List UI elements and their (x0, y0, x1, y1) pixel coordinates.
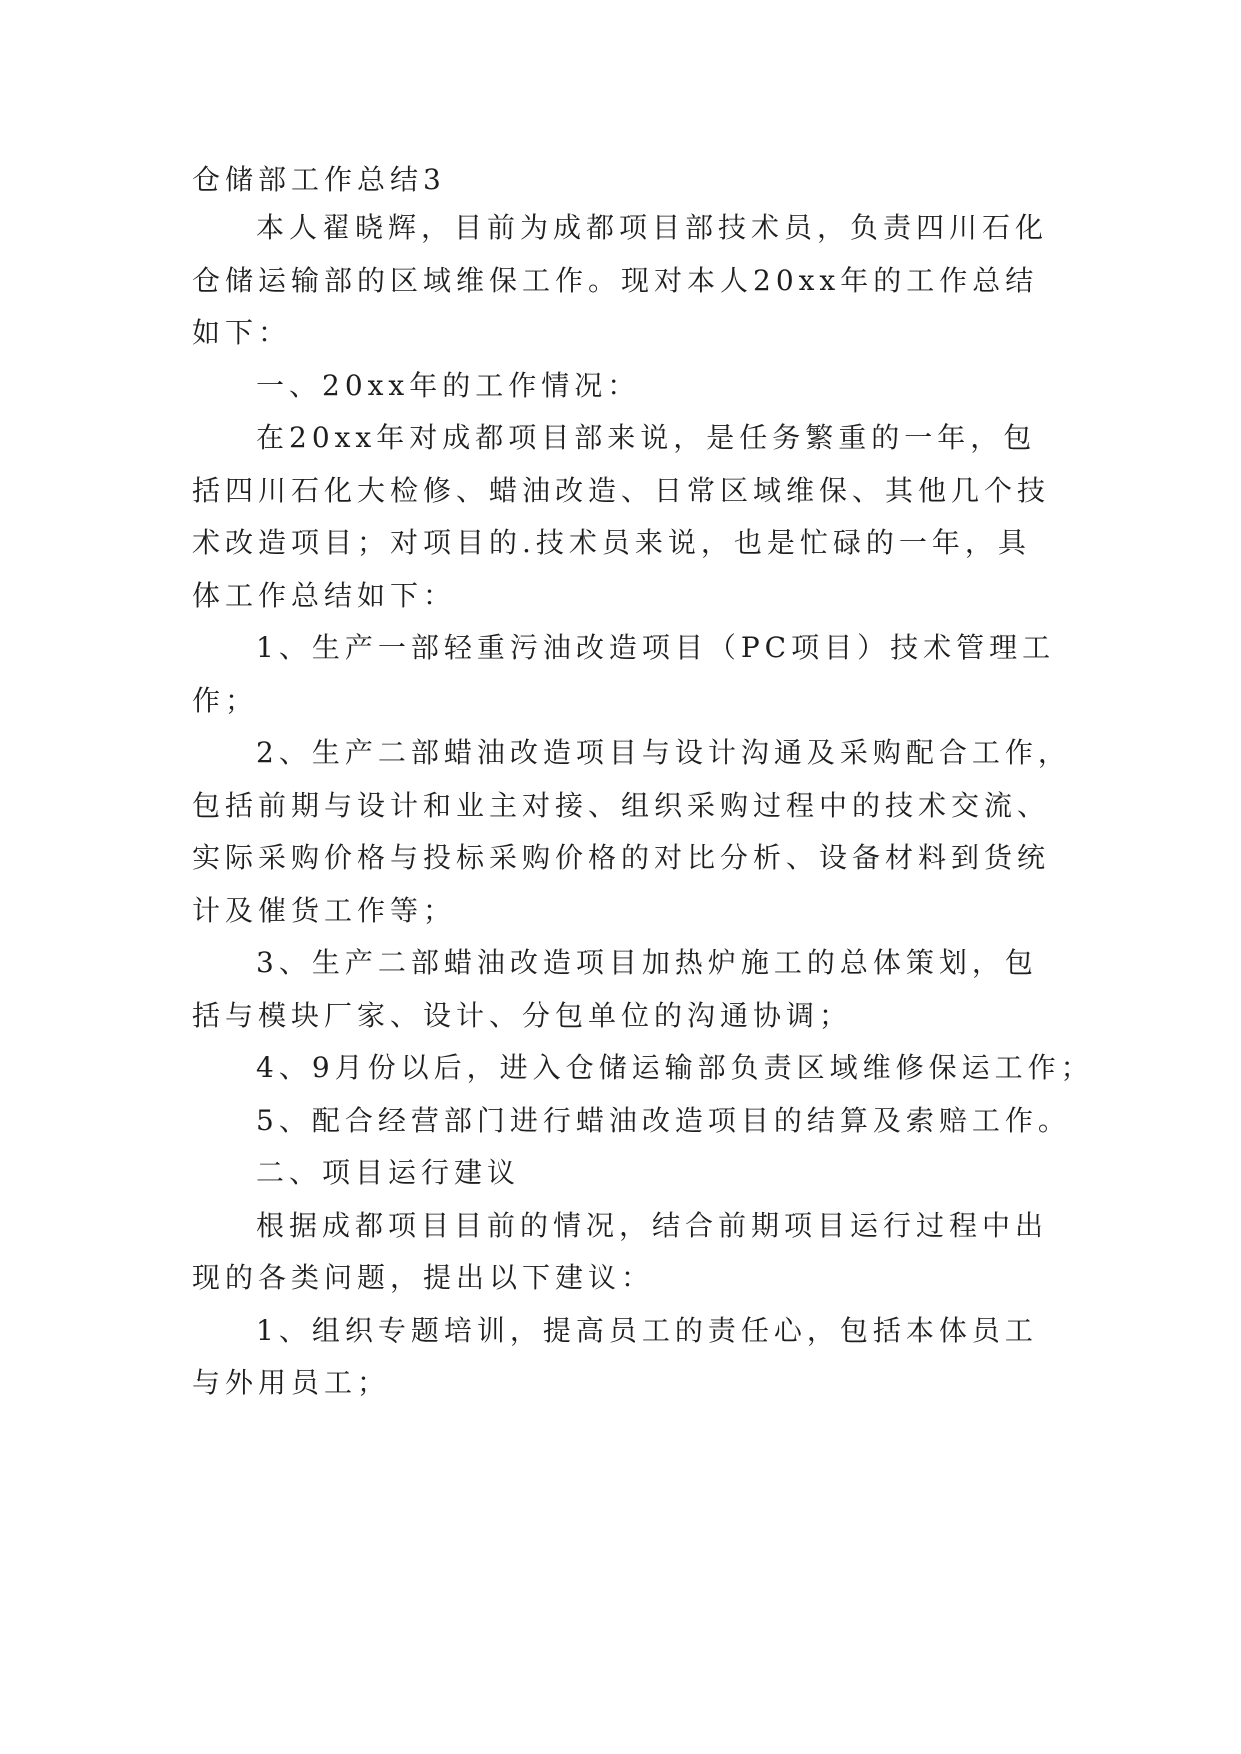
paragraph-line: 现的各类问题，提出以下建议： (192, 1261, 655, 1294)
paragraph-line: 如下： (192, 316, 292, 349)
paragraph-line: 括四川石化大检修、蜡油改造、日常区域维保、其他几个技 (192, 474, 1051, 507)
paragraph-line: 仓储运输部的区域维保工作。现对本人20xx年的工作总结 (192, 264, 1039, 297)
list-item-continuation: 实际采购价格与投标采购价格的对比分析、设备材料到货统 (192, 841, 1051, 874)
paragraph-line: 本人翟晓辉，目前为成都项目部技术员，负责四川石化 (256, 211, 1049, 244)
paragraph-line: 在20xx年对成都项目部来说，是任务繁重的一年，包 (256, 421, 1037, 454)
list-item-continuation: 计及催货工作等； (192, 894, 457, 927)
section-heading: 一、20xx年的工作情况： (256, 369, 641, 402)
list-item: 1、组织专题培训，提高员工的责任心，包括本体员工 (256, 1314, 1038, 1347)
list-item-continuation: 与外用员工； (192, 1366, 391, 1399)
list-item: 4、9月份以后，进入仓储运输部负责区域维修保运工作； (256, 1051, 1094, 1084)
paragraph-line: 术改造项目；对项目的.技术员来说，也是忙碌的一年，具 (192, 526, 1031, 559)
list-item: 2、生产二部蜡油改造项目与设计沟通及采购配合工作， (256, 736, 1071, 769)
list-item-continuation: 包括前期与设计和业主对接、组织采购过程中的技术交流、 (192, 789, 1051, 822)
document-title: 仓储部工作总结3 (192, 163, 446, 196)
list-item: 1、生产一部轻重污油改造项目（PC项目）技术管理工 (256, 631, 1056, 664)
section-heading: 二、项目运行建议 (256, 1156, 521, 1189)
paragraph-line: 根据成都项目目前的情况，结合前期项目运行过程中出 (256, 1209, 1049, 1242)
list-item: 5、配合经营部门进行蜡油改造项目的结算及索赔工作。 (256, 1104, 1071, 1137)
list-item-continuation: 括与模块厂家、设计、分包单位的沟通协调； (192, 999, 853, 1032)
list-item: 3、生产二部蜡油改造项目加热炉施工的总体策划，包 (256, 946, 1038, 979)
paragraph-line: 体工作总结如下： (192, 579, 457, 612)
list-item-continuation: 作； (192, 684, 259, 717)
